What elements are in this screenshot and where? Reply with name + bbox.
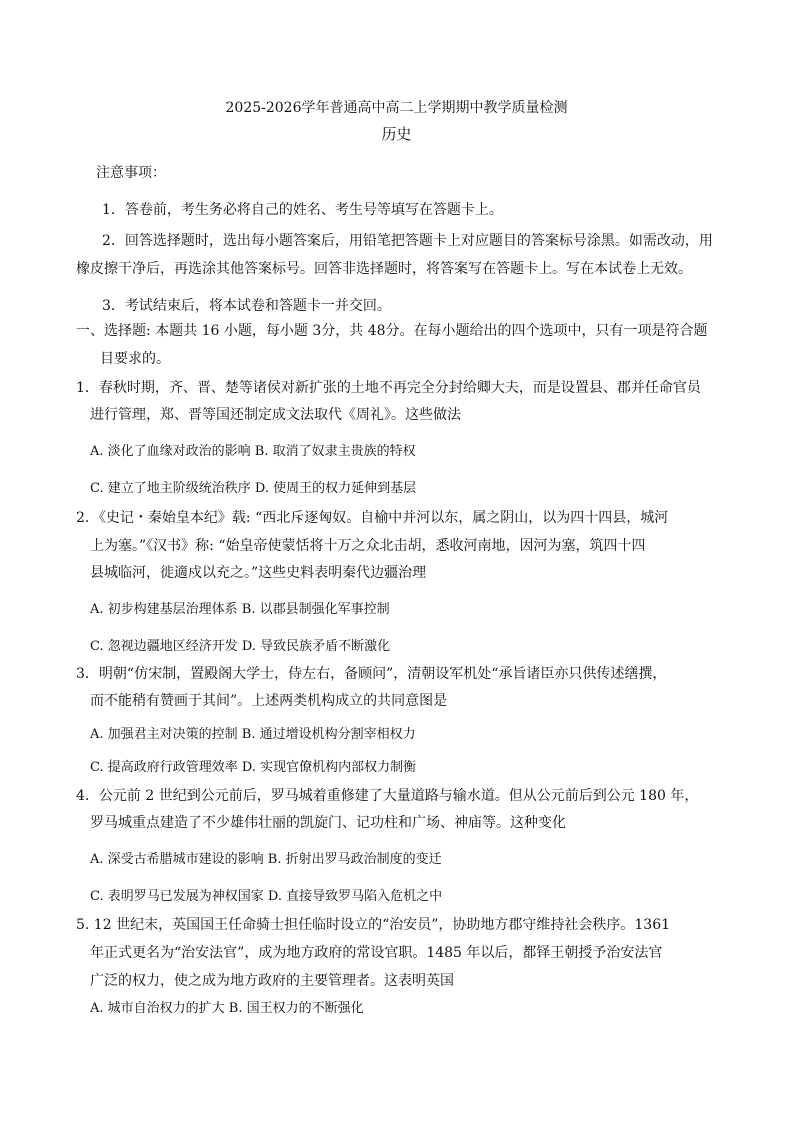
subject-title: 历史	[381, 125, 412, 143]
question-options: C. 提高政府行政管理效率 D. 实现官僚机构内部权力制衡	[90, 760, 417, 775]
question-stem: 上为塞。”《汉书》称: “始皇帝使蒙恬将十万之众北击胡，悉收河南地，因河为塞，筑四十四	[90, 538, 646, 554]
question-stem: 2．《史记・秦始皇本纪》载: “西北斥逐匈奴。自榆中并河以东，属之阴山，以为四十四县，城河	[76, 510, 669, 526]
notice-item-continuation: 橡皮擦干净后，再选涂其他答案标号。回答非选择题时，将答案写在答题卡上。写在本试卷上无效。	[76, 261, 692, 277]
question-stem: 1．春秋时期，齐、晋、楚等诸侯对新扩张的土地不再完全分封给卿大夫，而是设置县、郡并任命官员	[76, 380, 701, 396]
question-stem: 广泛的权力，使之成为地方政府的主要管理者。这表明英国	[90, 973, 454, 989]
question-stem: 年正式更名为“治安法官”，成为地方政府的常设官职。1485 年以后，都铎王朝授予治安法官	[90, 945, 663, 961]
exam-title: 2025-2026学年普通高中高二上学期期中教学质量检测	[225, 100, 568, 116]
question-options: C. 忽视边疆地区经济开发 D. 导致民族矛盾不断激化	[90, 639, 391, 654]
question-options: A. 淡化了血缘对政治的影响 B. 取消了奴隶主贵族的特权	[90, 444, 416, 459]
question-options: A. 初步构建基层治理体系 B. 以郡县制强化军事控制	[90, 602, 390, 617]
notice-item: 1．答卷前，考生务必将自己的姓名、考生号等填写在答题卡上。	[102, 202, 503, 218]
question-stem: 5. 12 世纪末，英国国王任命骑士担任临时设立的“治安员”，协助地方郡守维持社会秩序。1361	[76, 917, 671, 933]
notice-item: 3．考试结束后，将本试卷和答题卡一并交回。	[102, 298, 391, 314]
question-stem: 而不能稍有赞画于其间”。上述两类机构成立的共同意图是	[90, 693, 448, 709]
question-options: C. 表明罗马已发展为神权国家 D. 直接导致罗马陷入危机之中	[90, 889, 443, 904]
question-stem: 3．明朝“仿宋制，置殿阁大学士，侍左右，备顾问”，清朝设军机处“承旨诸臣亦只供传述缮撰，	[76, 666, 667, 682]
notice-heading: 注意事项：	[96, 165, 166, 181]
question-stem: 4．公元前 2 世纪到公元前后，罗马城着重修建了大量道路与输水道。但从公元前后到公元 180 年，	[76, 788, 699, 804]
question-stem: 进行管理，郑、晋等国还制定成文法取代《周礼》。这些做法	[90, 407, 461, 423]
section-heading-continuation: 目要求的。	[100, 351, 170, 367]
question-stem: 罗马城重点建造了不少雄伟壮丽的凯旋门、记功柱和广场、神庙等。这种变化	[90, 815, 566, 831]
notice-item: 2．回答选择题时，选出每小题答案后，用铅笔把答题卡上对应题目的答案标号涂黑。如需改动，用	[102, 233, 713, 249]
question-options: C. 建立了地主阶级统治秩序 D. 使周王的权力延伸到基层	[90, 481, 417, 496]
question-stem: 县城临河，徙適戍以充之。”这些史料表明秦代边疆治理	[90, 565, 427, 581]
question-options: A. 加强君主对决策的控制 B. 通过增设机构分割宰相权力	[90, 727, 416, 742]
question-options: A. 深受古希腊城市建设的影响 B. 折射出罗马政治制度的变迁	[90, 852, 442, 867]
section-heading: 一、选择题: 本题共 16 小题，每小题 3分，共 48分。在每小题给出的四个选项中，只有一项是符合题	[76, 323, 708, 339]
question-options: A. 城市自治权力的扩大 B. 国王权力的不断强化	[90, 1001, 364, 1016]
